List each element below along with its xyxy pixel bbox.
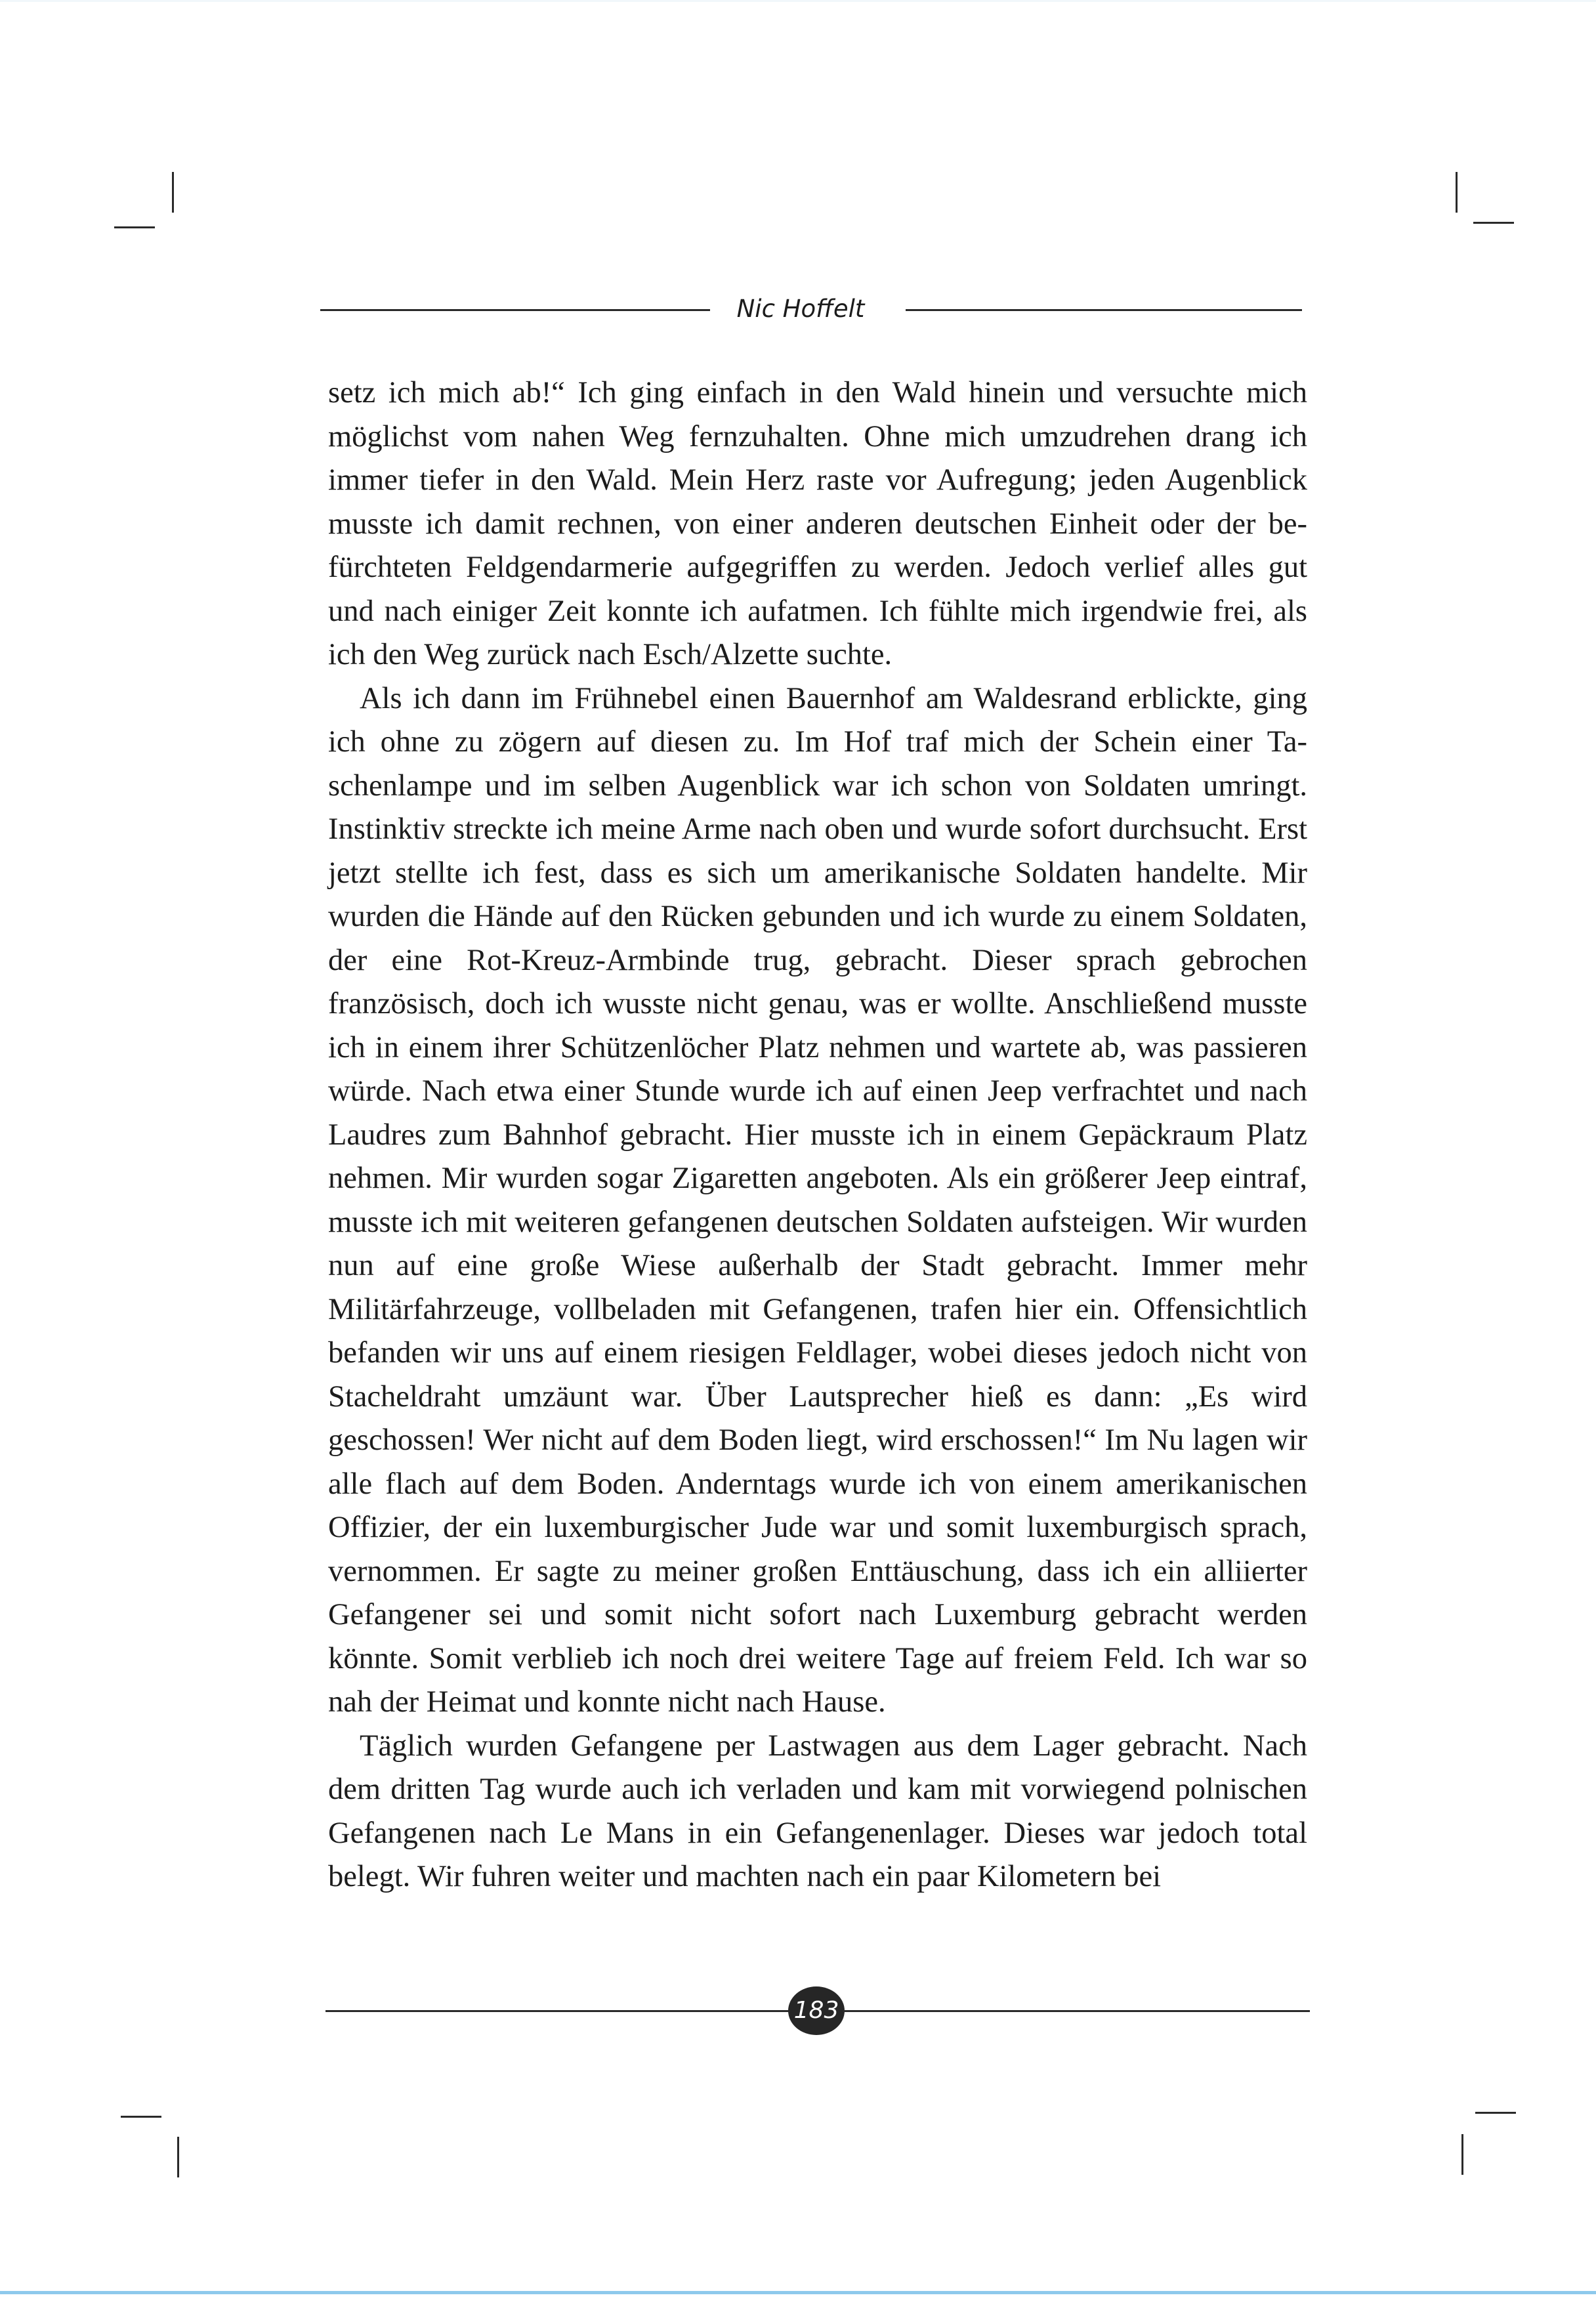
header-rule-right [906, 309, 1302, 311]
crop-mark-bottom-right-vertical [1461, 2134, 1463, 2175]
crop-mark-bottom-right-horizontal [1475, 2112, 1516, 2114]
running-header-author: Nic Hoffelt [736, 295, 865, 323]
crop-mark-top-left-vertical [172, 172, 174, 213]
paragraph-2: Als ich dann im Frühnebel einen Bauernhof am Waldesrand erblickte, ging ich ohne zu zögern auf diesen zu. Im Hof traf mich der Schein einer Taschenlampe und im selben Augenblick war ich schon von Soldaten umringt. Instinktiv streckte ich meine Arme nach oben und wurde sofort durchsucht. Erst jetzt stellte ich fest, dass es sich um amerikanische Soldaten handelte. Mir wurden die Hände auf den Rücken gebunden und ich wurde zu einem Soldaten, der eine Rot-Kreuz-Armbinde trug, gebracht. Dieser sprach gebrochen französisch, doch ich wusste nicht genau, was er wollte. Anschließend musste ich in einem ihrer Schützenlöcher Platz nehmen und wartete ab, was passieren würde. Nach etwa einer Stunde wurde ich auf einen Jeep verfrachtet und nach Laudres zum Bahnhof gebracht. Hier musste ich in einem Gepäckraum Platz nehmen. Mir wurden sogar Zigaretten angeboten. Als ein größerer Jeep eintraf, musste ich mit weiteren gefangenen deutschen Soldaten aufsteigen. Wir wurden nun auf eine große Wiese außerhalb der Stadt gebracht. Immer mehr Militärfahrzeuge, vollbeladen mit Gefangenen, trafen hier ein. Offensichtlich befanden wir uns auf einem riesigen Feldlager, wobei dieses jedoch nicht von Stacheldraht umzäunt war. Über Lautsprecher hieß es dann: „Es wird geschossen! Wer nicht auf dem Boden liegt, wird erschossen!“ Im Nu lagen wir alle flach auf dem Boden. Anderntags wurde ich von einem amerikanischen Offizier, der ein luxemburgischer Jude war und somit luxemburgisch sprach, vernommen. Er sagte zu meiner großen Enttäuschung, dass ich ein alliierter Gefangener sei und somit nicht sofort nach Luxemburg gebracht werden könnte. Somit verblieb ich noch drei weitere Tage auf freiem Feld. Ich war so nah der Heimat und konnte nicht nach Hause. [328, 681, 1307, 1719]
page-number-badge: 183 [788, 1986, 845, 2035]
paragraph-1: setz ich mich ab!“ Ich ging einfach in den Wald hinein und versuchte mich möglichst vom nahen Weg fernzuhalten. Ohne mich umzudrehen drang ich immer tiefer in den Wald. Mein Herz raste vor Aufregung; jeden Augenblick musste ich damit rechnen, von einer anderen deutschen Einheit oder der befürchteten Feldgendarmerie aufgegriffen zu werden. Jedoch verlief alles gut und nach einiger Zeit konnte ich aufatmen. Ich fühlte mich irgendwie frei, als ich den Weg zurück nach Esch/Alzette suchte. [328, 376, 1307, 671]
footer-rule-left [326, 2010, 790, 2012]
footer-rule-right [843, 2010, 1310, 2012]
crop-mark-top-left-horizontal [114, 226, 155, 228]
crop-mark-top-right-vertical [1456, 172, 1458, 213]
crop-mark-top-right-horizontal [1473, 222, 1514, 224]
header-rule-left [320, 309, 710, 311]
scan-edge-top [0, 0, 1596, 2]
crop-mark-bottom-left-horizontal [121, 2116, 161, 2118]
crop-mark-bottom-left-vertical [177, 2137, 179, 2177]
scan-edge-bottom [0, 2291, 1596, 2294]
paragraph-3: Täglich wurden Gefangene per Lastwagen aus dem Lager gebracht. Nach dem dritten Tag wurde auch ich verladen und kam mit vorwiegend polnischen Gefangenen nach Le Mans in ein Gefangenenlager. Dieses war jedoch total belegt. Wir fuhren weiter und machten nach ein paar Kilometern bei [328, 1729, 1307, 1893]
page-body-text [328, 371, 1307, 1899]
